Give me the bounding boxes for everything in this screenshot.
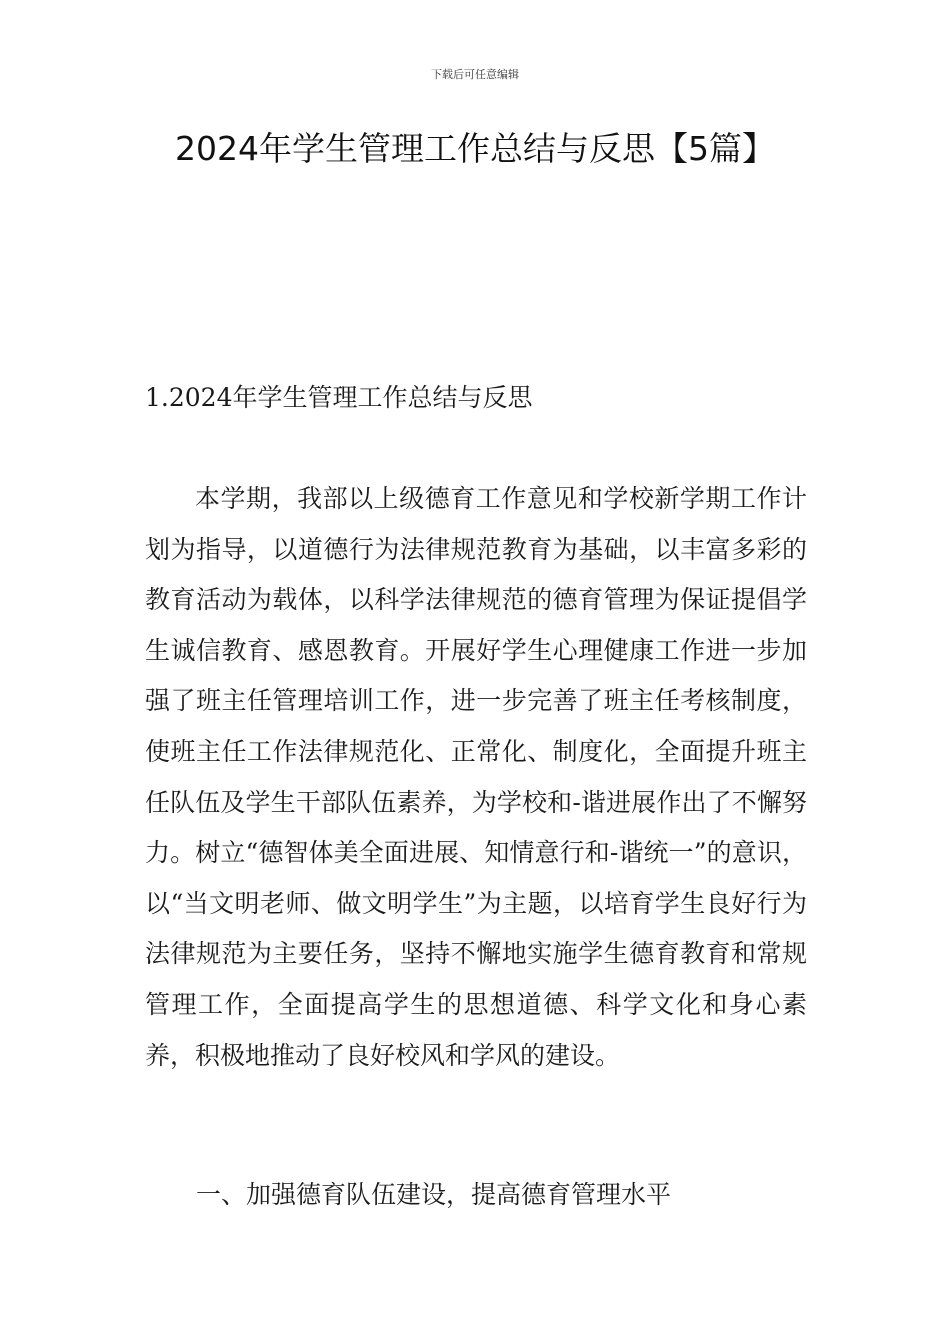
sub-heading: 一、加强德育队伍建设，提高德育管理水平 xyxy=(196,1180,672,1209)
section-heading: 1.2024年学生管理工作总结与反思 xyxy=(145,383,533,412)
document-title: 2024年学生管理工作总结与反思【5篇】 xyxy=(175,129,775,168)
body-paragraph: 本学期，我部以上级德育工作意见和学校新学期工作计划为指导，以道德行为法律规范教育为基础，以丰富多彩的教育活动为载体，以科学法律规范的德育管理为保证提倡学生诚信教育、感恩教育。开展好学生心理健康工作进一步加强了班主任管理培训工作，进一步完善了班主任考核制度，使班主任工作法律规范化、正常化、制度化，全面提升班主任队伍及学生干部队伍素养，为学校和-谐进展作出了不懈努力。树立“德智体美全面进展、知情意行和-谐统一”的意识，以“当文明老师、做文明学生”为主题，以培育学生良好行为法律规范为主要任务，坚持不懈地实施学生德育教育和常规管理工作，全面提高学生的思想道德、科学文化和身心素养，积极地推动了良好校风和学风的建设。 xyxy=(145,484,807,1070)
header-note: 下载后可任意编辑 xyxy=(431,68,519,81)
